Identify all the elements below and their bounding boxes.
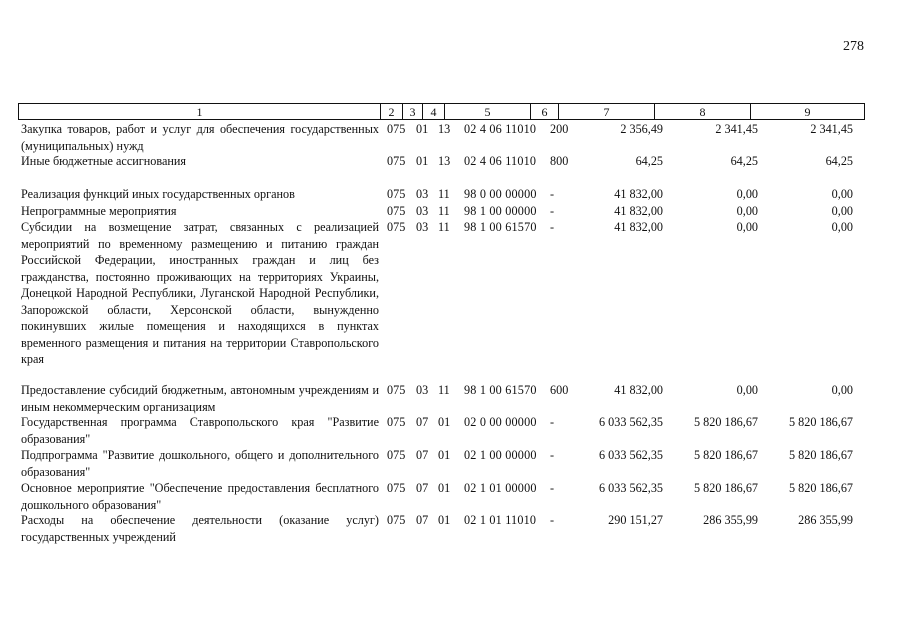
row-name: Предоставление субсидий бюджетным, автономным учреждениям и иным некоммерческим организациям xyxy=(21,383,379,414)
cell-amount-col9: 0,00 xyxy=(831,383,853,397)
row-name: Расходы на обеспечение деятельности (оказание услуг) государственных учреждений xyxy=(21,513,379,544)
cell-amount-col8: 64,25 xyxy=(730,154,758,168)
column-header-row xyxy=(18,103,865,120)
cell-ministry: 075 xyxy=(387,481,406,495)
cell-subsection: 13 xyxy=(438,122,451,136)
cell-amount-col7: 41 832,00 xyxy=(614,383,663,397)
cell-amount-col7: 41 832,00 xyxy=(614,204,663,218)
cell-expense-type: - xyxy=(550,481,555,495)
column-header: 9 xyxy=(751,104,865,120)
page-number: 278 xyxy=(843,39,864,54)
cell-ministry: 075 xyxy=(387,448,406,462)
cell-section: 01 xyxy=(416,122,429,136)
cell-section: 07 xyxy=(416,481,429,495)
cell-target-article: 02 1 01 00000 xyxy=(464,481,537,495)
cell-amount-col9: 5 820 186,67 xyxy=(789,415,853,429)
column-header: 8 xyxy=(655,104,751,120)
cell-target-article: 02 4 06 11010 xyxy=(464,122,537,136)
cell-subsection: 11 xyxy=(438,220,450,234)
cell-expense-type: 800 xyxy=(550,154,569,168)
cell-ministry: 075 xyxy=(387,220,406,234)
cell-amount-col9: 0,00 xyxy=(831,187,853,201)
column-header: 6 xyxy=(531,104,559,120)
row-name: Непрограммные мероприятия xyxy=(21,204,177,218)
cell-ministry: 075 xyxy=(387,513,406,527)
cell-amount-col9: 0,00 xyxy=(831,204,853,218)
cell-ministry: 075 xyxy=(387,415,406,429)
row-name: Реализация функций иных государственных органов xyxy=(21,187,295,201)
cell-amount-col8: 5 820 186,67 xyxy=(694,415,758,429)
cell-amount-col8: 5 820 186,67 xyxy=(694,448,758,462)
cell-amount-col9: 5 820 186,67 xyxy=(789,448,853,462)
cell-amount-col8: 0,00 xyxy=(736,220,758,234)
cell-expense-type: - xyxy=(550,220,555,234)
cell-subsection: 01 xyxy=(438,481,451,495)
cell-expense-type: - xyxy=(550,204,555,218)
cell-section: 03 xyxy=(416,383,429,397)
cell-amount-col9: 286 355,99 xyxy=(798,513,853,527)
column-header: 5 xyxy=(445,104,531,120)
cell-section: 03 xyxy=(416,220,429,234)
cell-ministry: 075 xyxy=(387,154,406,168)
cell-ministry: 075 xyxy=(387,122,406,136)
cell-section: 01 xyxy=(416,154,429,168)
cell-amount-col7: 64,25 xyxy=(635,154,663,168)
cell-amount-col8: 286 355,99 xyxy=(703,513,758,527)
cell-target-article: 02 1 01 11010 xyxy=(464,513,537,527)
cell-amount-col7: 6 033 562,35 xyxy=(599,415,663,429)
cell-expense-type: 600 xyxy=(550,383,569,397)
cell-amount-col7: 290 151,27 xyxy=(608,513,663,527)
cell-expense-type: - xyxy=(550,448,555,462)
row-name: Государственная программа Ставропольского края "Развитие образования" xyxy=(21,415,379,446)
cell-section: 07 xyxy=(416,513,429,527)
cell-ministry: 075 xyxy=(387,383,406,397)
cell-expense-type: 200 xyxy=(550,122,569,136)
row-name: Закупка товаров, работ и услуг для обеспечения государственных (муниципальных) нужд xyxy=(21,122,379,153)
cell-subsection: 01 xyxy=(438,513,451,527)
cell-expense-type: - xyxy=(550,513,555,527)
cell-target-article: 02 1 00 00000 xyxy=(464,448,537,462)
column-header: 1 xyxy=(19,104,381,120)
row-name: Основное мероприятие "Обеспечение предоставления бесплатного дошкольного образования" xyxy=(21,481,379,512)
column-header: 7 xyxy=(559,104,655,120)
cell-section: 03 xyxy=(416,187,429,201)
cell-section: 07 xyxy=(416,415,429,429)
cell-amount-col7: 6 033 562,35 xyxy=(599,481,663,495)
cell-amount-col9: 0,00 xyxy=(831,220,853,234)
cell-amount-col8: 0,00 xyxy=(736,383,758,397)
column-header: 2 xyxy=(381,104,403,120)
row-name: Подпрограмма "Развитие дошкольного, общего и дополнительного образования" xyxy=(21,448,379,479)
cell-subsection: 13 xyxy=(438,154,451,168)
cell-ministry: 075 xyxy=(387,204,406,218)
cell-amount-col8: 0,00 xyxy=(736,204,758,218)
cell-target-article: 98 1 00 00000 xyxy=(464,204,537,218)
cell-amount-col9: 64,25 xyxy=(825,154,853,168)
cell-ministry: 075 xyxy=(387,187,406,201)
cell-amount-col7: 2 356,49 xyxy=(620,122,663,136)
row-name: Иные бюджетные ассигнования xyxy=(21,154,187,168)
column-header: 3 xyxy=(403,104,423,120)
cell-amount-col8: 5 820 186,67 xyxy=(694,481,758,495)
cell-subsection: 11 xyxy=(438,383,450,397)
cell-expense-type: - xyxy=(550,415,555,429)
cell-amount-col7: 41 832,00 xyxy=(614,187,663,201)
cell-target-article: 98 0 00 00000 xyxy=(464,187,537,201)
cell-subsection: 01 xyxy=(438,448,451,462)
cell-target-article: 98 1 00 61570 xyxy=(464,220,537,234)
row-name: Субсидии на возмещение затрат, связанных с реализацией мероприятий по временному размещению и питанию граждан Российской Федерации, иностранных граждан и лиц без гражданства, постоянно проживающих на территориях Украины, Донецкой Народной Республики, Луганской Народной Республики, Запорожской области, Херсонской области, вынужденно покинувших жилые помещения и находящихся в пунктах временного размещения и питания на территории Ставропольского края xyxy=(21,220,379,366)
cell-section: 07 xyxy=(416,448,429,462)
cell-subsection: 01 xyxy=(438,415,451,429)
cell-amount-col8: 0,00 xyxy=(736,187,758,201)
cell-target-article: 02 0 00 00000 xyxy=(464,415,537,429)
cell-subsection: 11 xyxy=(438,204,450,218)
cell-amount-col9: 2 341,45 xyxy=(810,122,853,136)
cell-amount-col7: 6 033 562,35 xyxy=(599,448,663,462)
cell-subsection: 11 xyxy=(438,187,450,201)
cell-amount-col7: 41 832,00 xyxy=(614,220,663,234)
cell-amount-col9: 5 820 186,67 xyxy=(789,481,853,495)
cell-expense-type: - xyxy=(550,187,555,201)
cell-target-article: 98 1 00 61570 xyxy=(464,383,537,397)
column-header: 4 xyxy=(423,104,445,120)
cell-target-article: 02 4 06 11010 xyxy=(464,154,537,168)
cell-amount-col8: 2 341,45 xyxy=(715,122,758,136)
cell-section: 03 xyxy=(416,204,429,218)
